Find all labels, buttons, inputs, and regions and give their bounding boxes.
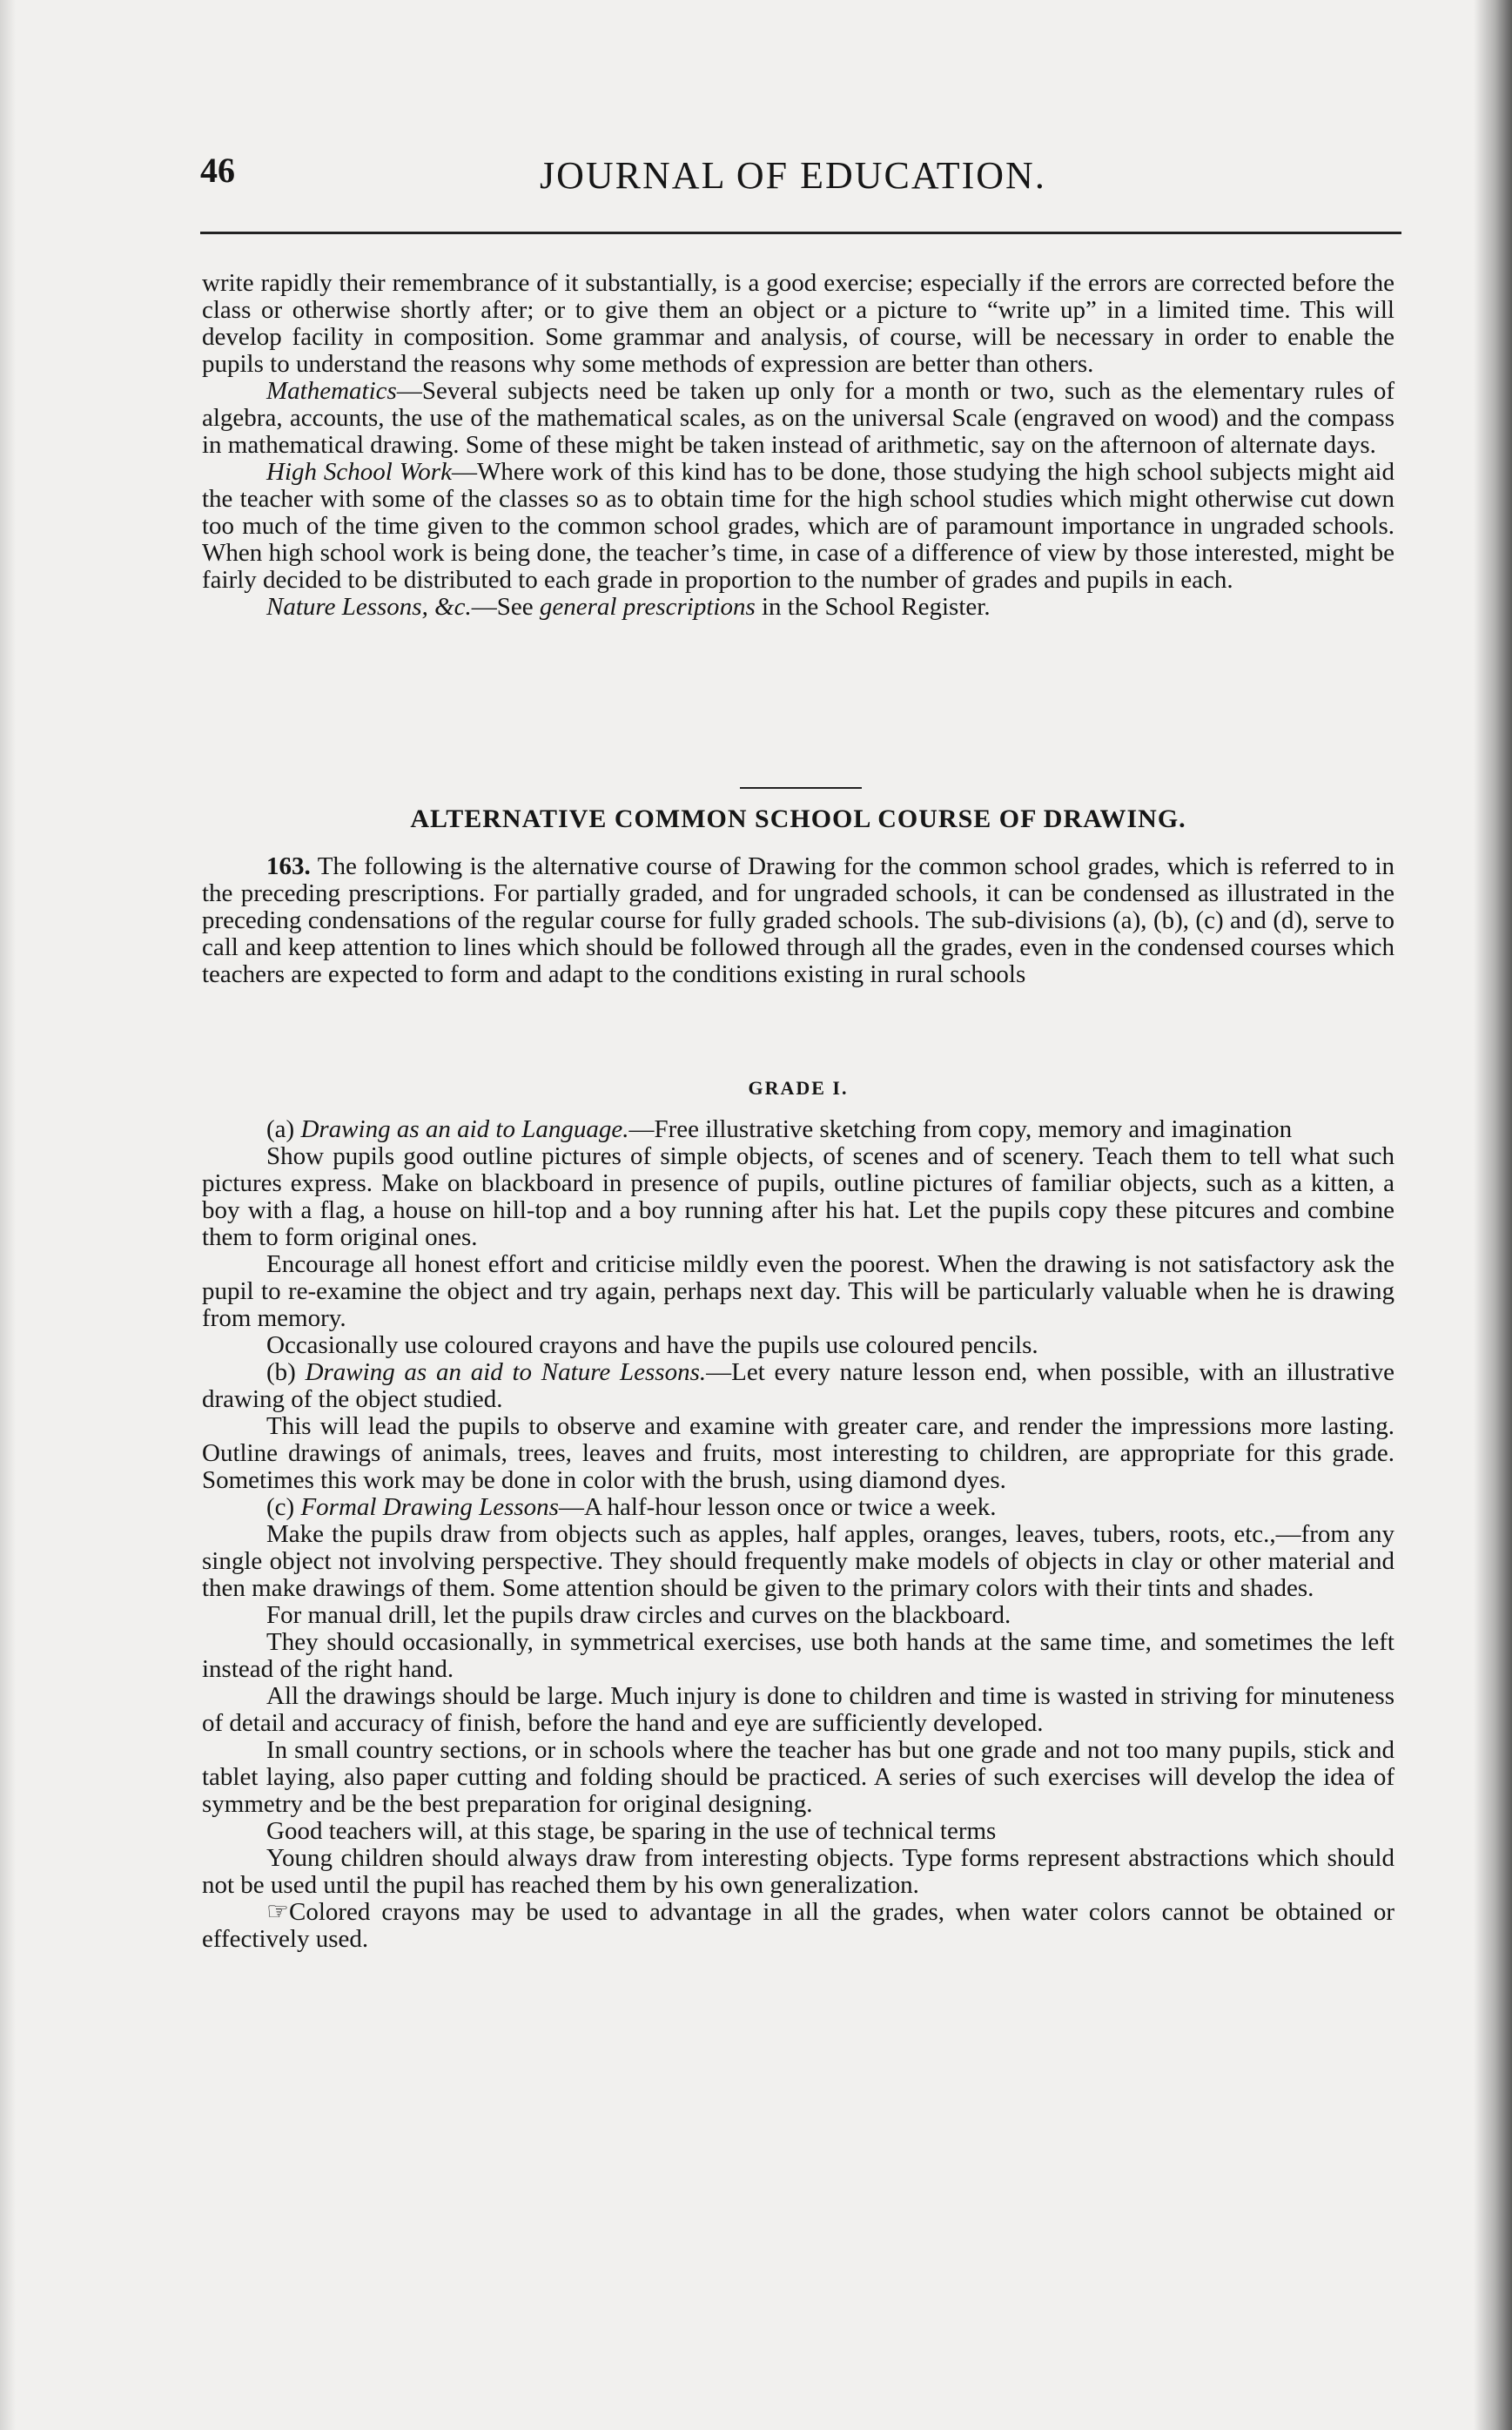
nature-lessons-text-b: in the School Register. <box>755 593 991 621</box>
section-heading: ALTERNATIVE COMMON SCHOOL COURSE OF DRAWING. <box>410 804 1186 833</box>
mathematics-paragraph <box>202 378 1394 459</box>
subdivision-c-text: —A half-hour lesson once or twice a week. <box>558 1493 997 1521</box>
subdivision-b-title: Drawing as an aid to Nature Lessons. <box>305 1358 707 1386</box>
subdivision-b-text: —Let every nature lesson end, when possible, with an illustrative drawing of the object studied. <box>202 1358 1394 1413</box>
intro-paragraph: write rapidly their remembrance of it substantially, is a good exercise; especially if the errors are corrected before the class or otherwise shortly after; or to give them an object or a picture to “write up” in a limited time. This will develop facility in composition. Some grammar and analysis, of course, will be necessary in order to enable the pupils to understand the reasons why some methods of expression are better than others. <box>202 269 1394 378</box>
subdivision-a-label: (a) <box>266 1115 301 1143</box>
paragraph-163 <box>202 853 1394 988</box>
section-divider <box>740 787 862 789</box>
colored-crayons-text: Colored crayons may be used to advantage in all the grades, when water colors cannot be obtained or effectively used. <box>202 1898 1394 1953</box>
large-drawings-paragraph: All the drawings should be large. Much injury is done to children and time is wasted in striving for minuteness of detail and accuracy of finish, before the hand and eye are sufficiently developed. <box>202 1682 1394 1737</box>
both-hands-paragraph: They should occasionally, in symmetrical exercises, use both hands at the same time, and sometimes the left instead of the right hand. <box>202 1628 1394 1683</box>
show-pupils-paragraph: Show pupils good outline pictures of simple objects, of scenes and of scenery. Teach them to tell what such pictures express. Make on blackboard in presence of pupils, outline pictures of familiar objects, such as a kitten, a boy with a flag, a house on hill-top and a boy running after his hat. Let the pupils copy these pitcures and combine them to form original ones. <box>202 1142 1394 1251</box>
high-school-paragraph <box>202 459 1394 594</box>
subdivision-c <box>202 1494 1394 1521</box>
interesting-objects-paragraph: Young children should always draw from interesting objects. Type forms represent abstractions which should not be used until the pupil has reached them by his own generalization. <box>202 1844 1394 1899</box>
subdivision-a <box>202 1116 1394 1143</box>
grade-one-block <box>202 1116 1394 1953</box>
nature-lessons-text-a: —See <box>471 593 540 621</box>
page-edge-shadow-left <box>0 0 16 2430</box>
subdivision-b <box>202 1359 1394 1413</box>
high-school-text: —Where work of this kind has to be done, those studying the high school subjects might aid the teacher with some of the classes so as to obtain time for the high school studies which might otherwise cut down too much of the time given to the common school grades, which are of paramount importance in ungraded schools. When high school work is being done, the teacher’s time, in case of a difference of view by those interested, might be fairly decided to be distributed to each grade in proportion to the number of grades and pupils in each. <box>202 458 1394 594</box>
nature-lessons-italic: general prescriptions <box>539 593 756 621</box>
colored-crayons-note <box>202 1899 1394 1953</box>
intro-block <box>202 270 1394 621</box>
mathematics-text: —Several subjects need be taken up only for a month or two, such as the elementary rules of algebra, accounts, the use of the mathematical scales, as on the universal Scale (engraved on wood) and the compass in mathematical drawing. Some of these might be taken instead of arithmetic, say on the afternoon of alternate days. <box>202 377 1394 459</box>
subdivision-c-label: (c) <box>266 1493 301 1521</box>
paragraph-163-text: The following is the alternative course of Drawing for the common school grades, which is referred to in the preceding prescriptions. For partially graded, and for ungraded schools, it can be condensed as illustrated in the preceding condensations of the regular course for fully graded schools. The sub-divisions (a), (b), (c) and (d), serve to call and keep attention to lines which should be followed through all the grades, even in the condensed courses which teachers are expected to form and adapt to the conditions existing in rural schools <box>202 852 1394 988</box>
nature-lessons-paragraph <box>202 594 1394 621</box>
encourage-paragraph: Encourage all honest effort and criticise mildly even the poorest. When the drawing is not satisfactory ask the pupil to re-examine the object and try again, perhaps next day. This will be particularly valuable when he is drawing from memory. <box>202 1250 1394 1332</box>
high-school-label: High School Work <box>266 458 452 486</box>
running-head-title: JOURNAL OF EDUCATION. <box>540 154 1046 197</box>
manual-drill-paragraph: For manual drill, let the pupils draw circles and curves on the blackboard. <box>266 1601 1011 1629</box>
coloured-crayons-paragraph: Occasionally use coloured crayons and have the pupils use coloured pencils. <box>266 1331 1038 1359</box>
paragraph-number: 163. <box>266 852 311 880</box>
objects-paragraph: Make the pupils draw from objects such as apples, half apples, oranges, leaves, tubers, roots, etc.,—from any single object not involving perspective. They should frequently make models of objects in clay or other material and then make drawings of them. Some attention should be given to the primary colors with their tints and shades. <box>202 1520 1394 1602</box>
page-number: 46 <box>200 151 235 190</box>
subdivision-c-title: Formal Drawing Lessons <box>300 1493 559 1521</box>
page-edge-shadow-right <box>1474 0 1512 2430</box>
subdivision-a-text: —Free illustrative sketching from copy, memory and imagination <box>628 1115 1293 1143</box>
technical-terms-paragraph: Good teachers will, at this stage, be sparing in the use of technical terms <box>266 1817 997 1845</box>
grade-heading: GRADE I. <box>748 1077 849 1099</box>
subdivision-a-title: Drawing as an aid to Language. <box>300 1115 629 1143</box>
header-rule <box>200 232 1401 234</box>
section-intro-block <box>202 853 1394 988</box>
nature-lessons-label: Nature Lessons, &c. <box>266 593 472 621</box>
mathematics-label: Mathematics <box>266 377 397 405</box>
pointing-hand-icon: ☞ <box>266 1898 289 1926</box>
subdivision-b-label: (b) <box>266 1358 306 1386</box>
observe-paragraph: This will lead the pupils to observe and examine with greater care, and render the impressions more lasting. Outline drawings of animals, trees, leaves and fruits, most interesting to children, are appropriate for this grade. Sometimes this work may be done in color with the brush, using diamond dyes. <box>202 1412 1394 1494</box>
country-sections-paragraph: In small country sections, or in schools where the teacher has but one grade and not too many pupils, stick and tablet laying, also paper cutting and folding should be practiced. A series of such exercises will develop the idea of symmetry and be the best preparation for original designing. <box>202 1736 1394 1818</box>
